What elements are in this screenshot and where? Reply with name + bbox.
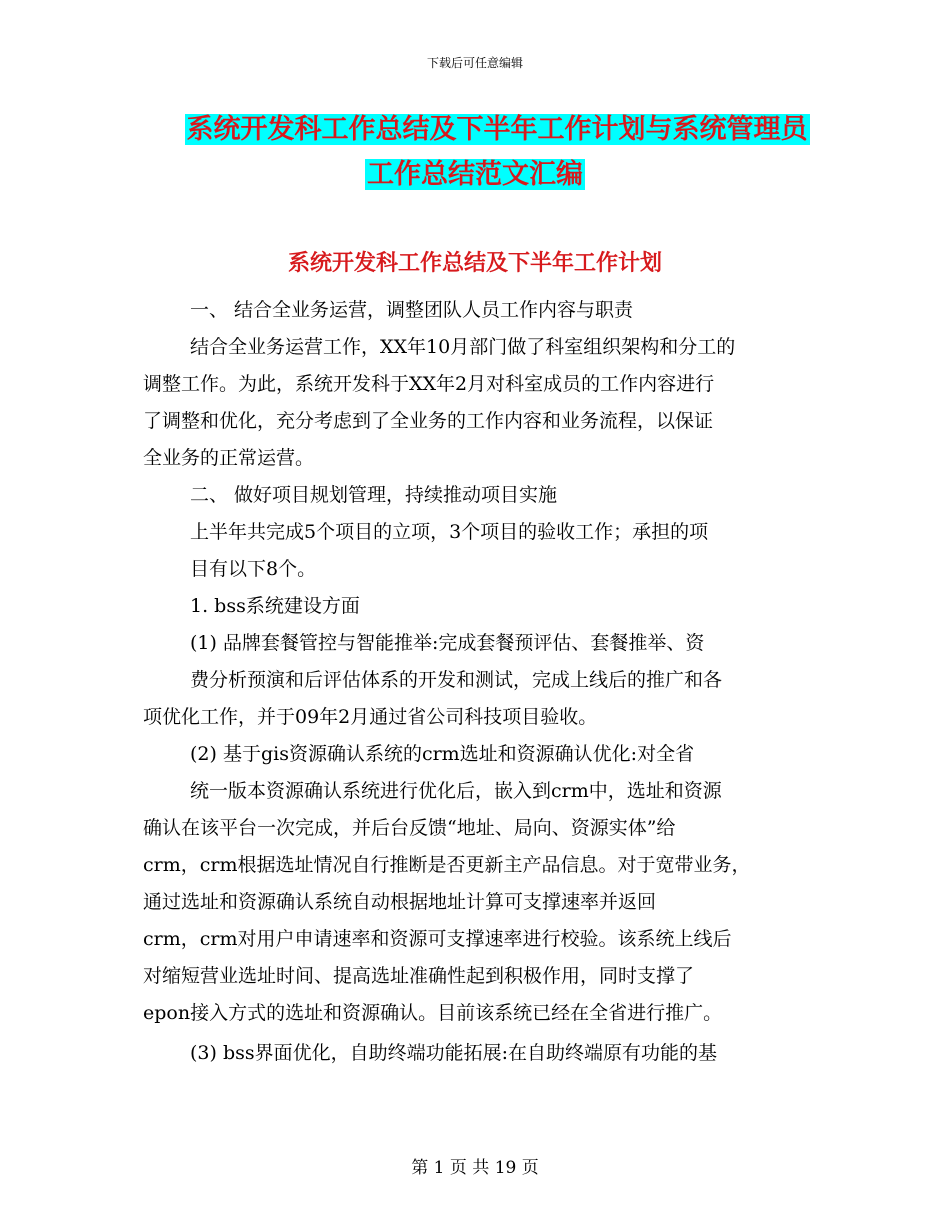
document-title-line-1 bbox=[22, 110, 950, 150]
paragraph-line: 费分析预演和后评估体系的开发和测试，完成上线后的推广和各 bbox=[190, 669, 723, 691]
heading-line: 二、 做好项目规划管理，持续推动项目实施 bbox=[190, 484, 558, 506]
paragraph-line: 确认在该平台一次完成，并后台反馈“地址、局向、资源实体”给 bbox=[143, 817, 676, 839]
paragraph-line: 结合全业务运营工作，XX年10月部门做了科室组织架构和分工的 bbox=[190, 336, 736, 358]
paragraph-line: 通过选址和资源确认系统自动根据地址计算可支撑速率并返回 bbox=[143, 891, 657, 913]
paragraph-line: (3) bss界面优化，自助终端功能拓展:在自助终端原有功能的基 bbox=[190, 1042, 718, 1064]
paragraph-line: 全业务的正常运营。 bbox=[143, 447, 315, 469]
paragraph-line: crm，crm对用户申请速率和资源可支撑速率进行校验。该系统上线后 bbox=[143, 928, 732, 950]
heading-line: 一、 结合全业务运营，调整团队人员工作内容与职责 bbox=[190, 299, 634, 321]
paragraph-line: 上半年共完成5个项目的立项，3个项目的验收工作；承担的项 bbox=[190, 521, 709, 543]
paragraph-line: epon接入方式的选址和资源确认。目前该系统已经在全省进行推广。 bbox=[143, 1002, 723, 1024]
paragraph-line: 目有以下8个。 bbox=[190, 558, 317, 580]
paragraph-line: 调整工作。为此，系统开发科于XX年2月对科室成员的工作内容进行 bbox=[143, 373, 715, 395]
document-title-text-2: 工作总结范文汇编 bbox=[367, 159, 583, 190]
header-note: 下载后可任意编辑 bbox=[426, 56, 523, 70]
paragraph-line: 了调整和优化，充分考虑到了全业务的工作内容和业务流程，以保证 bbox=[143, 410, 714, 432]
section-title: 系统开发科工作总结及下半年工作计划 bbox=[287, 250, 662, 276]
document-title-line-2 bbox=[0, 155, 950, 195]
paragraph-line: crm，crm根据选址情况自行推断是否更新主产品信息。对于宽带业务， bbox=[143, 854, 751, 876]
paragraph-line: 项优化工作，并于09年2月通过省公司科技项目验收。 bbox=[143, 706, 598, 728]
paragraph-line: 统一版本资源确认系统进行优化后，嵌入到crm中，选址和资源 bbox=[190, 780, 722, 802]
subheading-line: 1. bss系统建设方面 bbox=[190, 595, 360, 617]
paragraph-line: (1) 品牌套餐管控与智能推举:完成套餐预评估、套餐推举、资 bbox=[190, 632, 705, 654]
paragraph-line: 对缩短营业选址时间、提高选址准确性起到积极作用，同时支撑了 bbox=[143, 965, 695, 987]
document-title-text-1: 系统开发科工作总结及下半年工作计划与系统管理员 bbox=[186, 114, 808, 145]
paragraph-line: (2) 基于gis资源确认系统的crm选址和资源确认优化:对全省 bbox=[190, 743, 695, 765]
page-footer: 第 1 页 共 19 页 bbox=[411, 1158, 539, 1178]
